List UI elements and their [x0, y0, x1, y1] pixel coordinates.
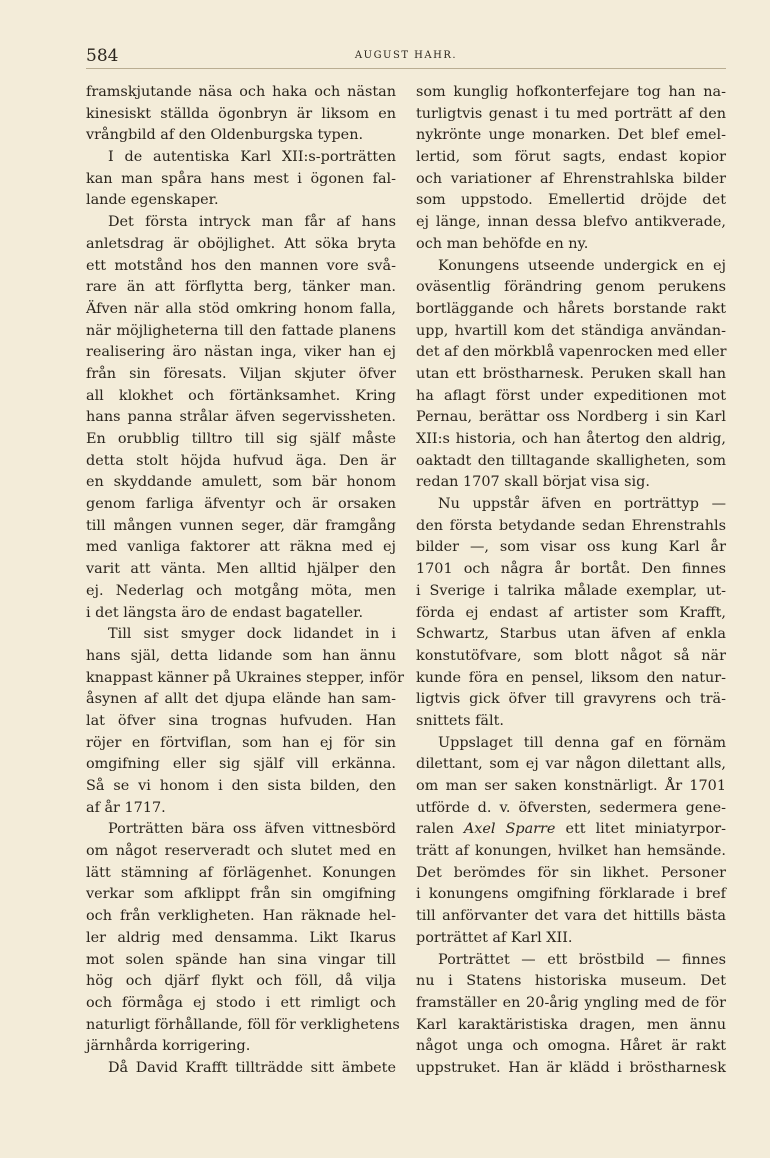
text-line: Karl karaktäristiska dragen, men ännu: [416, 1016, 726, 1033]
text-line: om något reserveradt och slutet med en: [86, 843, 396, 860]
text-line: med vanliga faktorer att räkna med ej: [86, 539, 396, 556]
text-line: kan man spåra hans mest i ögonen fal-: [86, 170, 396, 187]
text-line: bortläggande och hårets borstande rakt: [416, 300, 726, 317]
text-line: Konungens utseende undergick en ej: [438, 257, 726, 274]
text-line: framställer en 20-årig yngling med de för: [416, 994, 726, 1011]
text-line: omgifning eller sig själf vill erkänna.: [86, 756, 396, 773]
text-line: som kunglig hofkonterfejare tog han na-: [416, 84, 726, 100]
text-line: rare än att förflytta berg, tänker man.: [86, 279, 396, 296]
text-line: åsynen af allt det djupa elände han sam-: [86, 691, 396, 708]
text-line: bilder —, som visar oss kung Karl år: [416, 539, 726, 556]
text-line: vrångbild af den Oldenburgska typen.: [86, 127, 364, 144]
text-run: ralen: [416, 821, 464, 838]
text-line: ej. Nederlag och motgång möta, men: [86, 582, 396, 599]
text-line: XII:s historia, och han återtog den aldrig,: [416, 431, 726, 447]
text-line: nu i Statens historiska museum. Det: [416, 973, 726, 990]
text-line: ligtvis gick öfver till gravyrens och trä-: [416, 691, 726, 708]
text-line: turligtvis genast i tu med porträtt af den: [416, 105, 726, 122]
text-line: Till sist smyger dock lidandet in i: [108, 626, 396, 643]
text-line: röjer en förtviflan, som han ej för sin: [86, 734, 396, 751]
text-line: naturligt förhållande, föll för verklighetens: [86, 1016, 400, 1033]
text-line: 1701 och några år bortåt. Den finnes: [416, 561, 726, 578]
text-line: lat öfver sina trognas hufvuden. Han: [86, 712, 396, 729]
text-line: af år 1717.: [86, 799, 166, 816]
text-line: mot solen spände han sina vingar till: [86, 951, 396, 968]
text-line: till mången vunnen seger, där framgång: [86, 517, 396, 534]
text-line: dilettant, som ej var någon dilettant alls,: [416, 756, 726, 773]
text-line: oaktadt den tilltagande skalligheten, som: [416, 452, 726, 469]
text-line: och man behöfde en ny.: [416, 235, 589, 252]
text-line: hans panna strålar äfven segervissheten.: [86, 409, 396, 426]
text-line: en skyddande amulett, som bär honom: [86, 474, 396, 491]
text-line: knappast känner på Ukraines stepper, inför: [86, 669, 404, 686]
text-line: snittets fält.: [416, 712, 504, 729]
text-line: kinesiskt ställda ögonbryn är liksom en: [86, 105, 396, 122]
text-line: Det första intryck man får af hans: [108, 214, 396, 231]
header-rule: [86, 68, 726, 69]
text-line: verkar som afklippt från sin omgifning: [86, 886, 396, 903]
text-line: och från verkligheten. Han räknade hel-: [86, 908, 396, 925]
text-line: nykrönte unge monarken. Det blef emel-: [416, 127, 726, 144]
text-line: till anförvanter det vara det hittills bästa: [416, 908, 726, 925]
text-line: varit att vänta. Men alltid hjälper den: [86, 561, 396, 578]
text-line: En orubblig tilltro till sig själf måste: [86, 431, 396, 447]
text-line: den första betydande sedan Ehrenstrahls: [416, 517, 726, 534]
text-line: lertid, som förut sagts, endast kopior: [416, 149, 726, 166]
text-line: om man ser saken konstnärligt. År 1701: [416, 778, 726, 794]
text-line: när möjligheterna till den fattade planens: [86, 322, 396, 339]
text-line: redan 1707 skall börjat visa sig.: [416, 474, 650, 491]
text-line: förda ej endast af artister som Krafft,: [416, 604, 726, 621]
text-line: konstutöfvare, som blott något så när: [416, 647, 726, 664]
text-line: i det längsta äro de endast bagateller.: [86, 604, 364, 621]
text-line: och förmåga ej stodo i ett rimligt och: [86, 994, 396, 1011]
text-line: genom farliga äfventyr och är orsaken: [86, 496, 396, 513]
text-line: Äfven när alla stöd omkring honom falla,: [86, 300, 396, 317]
text-line: hög och djärf flykt och föll, då vilja: [86, 973, 396, 990]
text-line: ett motstånd hos den mannen vore svå-: [86, 257, 396, 274]
text-line: i konungens omgifning förklarade i bref: [416, 886, 726, 903]
text-line: realisering äro nästan inga, viker han ej: [86, 344, 396, 361]
text-line: Porträttet — ett bröstbild — finnes: [438, 951, 726, 968]
text-line: Porträtten bära oss äfven vittnesbörd: [108, 821, 396, 838]
text-line: all klokhet och förtänksamhet. Kring: [86, 387, 396, 404]
text-line: lätt stämning af förlägenhet. Konungen: [86, 864, 396, 881]
text-line: Uppslaget till denna gaf en förnäm: [438, 734, 726, 751]
left-column: [86, 82, 404, 1080]
text-line: trätt af konungen, hvilket han hemsände.: [416, 843, 726, 860]
text-line: Pernau, berättar oss Nordberg i sin Karl: [416, 409, 726, 426]
text-line: Schwartz, Starbus utan äfven af enkla: [416, 626, 726, 643]
text-line: och variationer af Ehrenstrahlska bilder: [416, 170, 726, 187]
text-line: ej länge, innan dessa blefvo antikverade,: [416, 214, 726, 231]
text-line: ha aflagt först under expeditionen mot: [416, 387, 726, 404]
text-line: som uppstodo. Emellertid dröjde det: [416, 192, 726, 209]
page-header: [86, 46, 726, 70]
text-line: uppstruket. Han är klädd i bröstharnesk: [416, 1059, 726, 1076]
text-line: det af den mörkblå vapenrocken med eller: [416, 344, 727, 361]
text-line: något unga och omogna. Håret är rakt: [416, 1038, 726, 1055]
text-line: lande egenskaper.: [86, 192, 219, 209]
text-line: [416, 819, 726, 841]
text-line: kunde föra en pensel, liksom den natur-: [416, 669, 726, 686]
text-line: utförde d. v. öfversten, sedermera gene-: [416, 799, 726, 816]
text-line: I de autentiska Karl XII:s-porträtten: [108, 149, 396, 166]
text-line: framskjutande näsa och haka och nästan: [86, 84, 396, 100]
text-line: i Sverige i talrika målade exemplar, ut-: [416, 582, 726, 599]
text-line: Nu uppstår äfven en porträttyp —: [438, 496, 726, 513]
right-column: [416, 82, 726, 1080]
text-line: utan ett bröstharnesk. Peruken skall han: [416, 365, 726, 382]
page-number: 584: [86, 46, 119, 66]
text-line: hans själ, detta lidande som han ännu: [86, 647, 396, 664]
text-line: detta stolt höjda hufvud äga. Den är: [86, 452, 396, 469]
text-line: järnhårda korrigering.: [86, 1038, 251, 1055]
text-line: Så se vi honom i den sista bilden, den: [86, 778, 396, 794]
text-line: ler aldrig med densamma. Likt Ikarus: [86, 929, 396, 946]
text-run: ett litet miniatyrpor-: [555, 821, 726, 838]
text-line: från sin föresats. Viljan skjuter öfver: [86, 365, 396, 382]
text-line: anletsdrag är oböjlighet. Att söka bryta: [86, 235, 396, 252]
person-name-italic: Axel Sparre: [463, 821, 556, 838]
text-line: porträttet af Karl XII.: [416, 929, 573, 946]
text-line: oväsentlig förändring genom perukens: [416, 279, 726, 296]
text-line: upp, hvartill kom det ständiga användan-: [416, 322, 726, 339]
text-line: Det berömdes för sin likhet. Personer: [416, 864, 726, 881]
running-head: AUGUST HAHR.: [354, 50, 458, 61]
text-line: Då David Krafft tillträdde sitt ämbete: [108, 1059, 396, 1076]
